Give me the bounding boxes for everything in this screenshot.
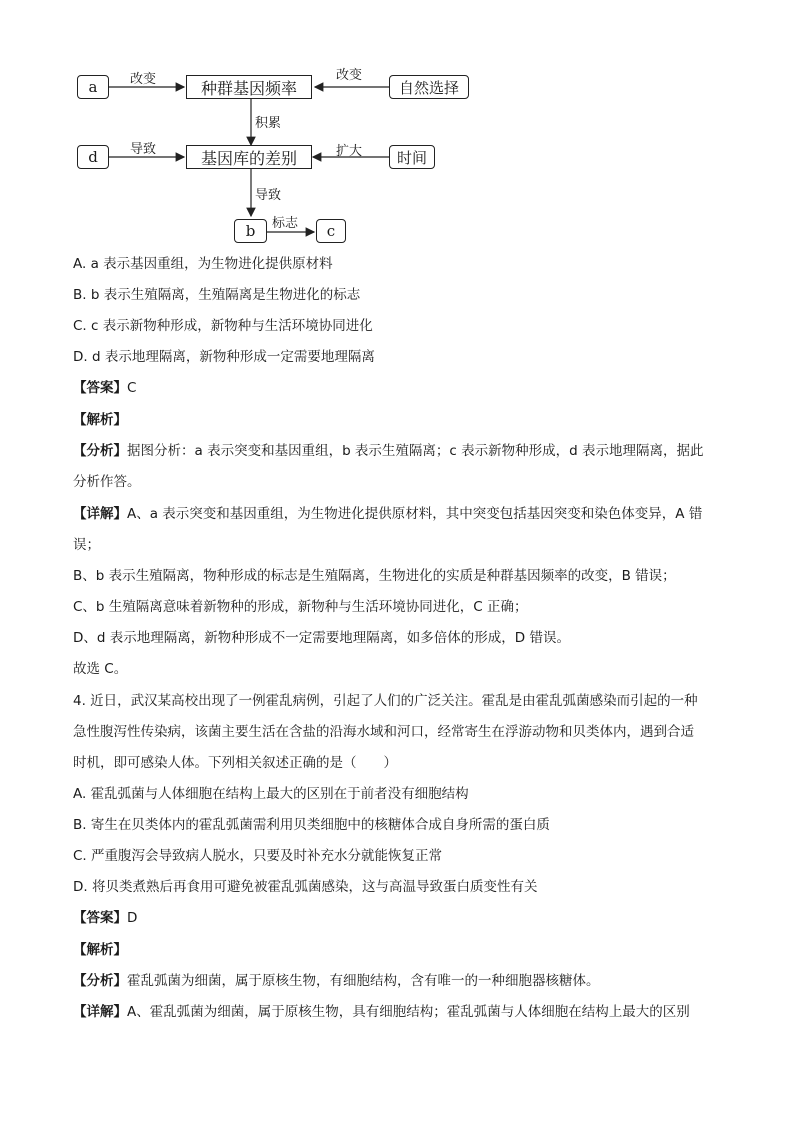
q3-xiangjie-line-1 xyxy=(73,504,702,524)
edge-label-a-freq: 改变 xyxy=(130,72,157,87)
q3-fenxi-line-1 xyxy=(73,441,704,461)
q3-answer-tag: 【答案】 xyxy=(73,380,127,396)
q4-stem-line-2: 急性腹泻性传染病，该菌主要生活在含盐的沿海水域和河口，经常寄生在浮游动物和贝类体内，遇到合适 xyxy=(73,724,694,740)
diagram-arrows xyxy=(0,0,794,260)
node-d: d xyxy=(77,145,109,169)
edge-label-d-pool: 导致 xyxy=(130,142,157,157)
q4-answer-tag: 【答案】 xyxy=(73,910,127,926)
q3-fenxi-tag: 【分析】 xyxy=(73,443,127,459)
node-natural-selection: 自然选择 xyxy=(389,75,469,99)
q3-explain-c: C、b 生殖隔离意味着新物种的形成，新物种与生活环境协同进化，C 正确； xyxy=(73,599,528,615)
q3-option-a: A. a 表示基因重组，为生物进化提供原材料 xyxy=(73,256,333,272)
q4-analysis-tag: 【解析】 xyxy=(73,942,127,958)
evolution-diagram xyxy=(0,0,794,260)
q4-option-d: D. 将贝类煮熟后再食用可避免被霍乱弧菌感染，这与高温导致蛋白质变性有关 xyxy=(73,879,538,895)
q3-option-d: D. d 表示地理隔离，新物种形成一定需要地理隔离 xyxy=(73,349,375,365)
q3-fenxi-text-1: 据图分析：a 表示突变和基因重组，b 表示生殖隔离；c 表示新物种形成，d 表示地理隔离，据此 xyxy=(127,443,704,459)
q3-option-b: B. b 表示生殖隔离，生殖隔离是生物进化的标志 xyxy=(73,287,361,303)
q3-answer xyxy=(73,378,136,398)
edge-label-expand: 扩大 xyxy=(336,144,363,159)
node-a: a xyxy=(77,75,109,99)
edge-label-natural-freq: 改变 xyxy=(336,68,363,83)
q3-explain-b: B、b 表示生殖隔离，物种形成的标志是生殖隔离，生物进化的实质是种群基因频率的改变，B 错误； xyxy=(73,568,676,584)
q4-stem-line-1: 4. 近日，武汉某高校出现了一例霍乱病例，引起了人们的广泛关注。霍乱是由霍乱弧菌感染而引起的一种 xyxy=(73,693,698,709)
q3-xiangjie-text-1: A、a 表示突变和基因重组，为生物进化提供原材料，其中突变包括基因突变和染色体变异，A 错 xyxy=(127,506,703,522)
q4-xiangjie-line-1 xyxy=(73,1002,690,1022)
q3-fenxi-line-2: 分析作答。 xyxy=(73,474,141,490)
q3-conclusion: 故选 C。 xyxy=(73,661,128,677)
node-c: c xyxy=(316,219,346,243)
q3-xiangjie-line-2: 误； xyxy=(73,537,100,553)
q4-stem-line-3: 时机，即可感染人体。下列相关叙述正确的是（ ） xyxy=(73,755,397,771)
edge-label-pool-b: 导致 xyxy=(255,188,282,203)
q3-option-c: C. c 表示新物种形成，新物种与生活环境协同进化 xyxy=(73,318,373,334)
node-time: 时间 xyxy=(389,145,435,169)
q3-explain-d: D、d 表示地理隔离，新物种形成不一定需要地理隔离，如多倍体的形成，D 错误。 xyxy=(73,630,570,646)
q4-xiangjie-text-1: A、霍乱弧菌为细菌，属于原核生物，具有细胞结构；霍乱弧菌与人体细胞在结构上最大的区别 xyxy=(127,1004,690,1020)
q4-xiangjie-tag: 【详解】 xyxy=(73,1004,127,1020)
edge-label-accumulate: 积累 xyxy=(255,116,282,131)
q4-fenxi-tag: 【分析】 xyxy=(73,973,127,989)
node-gene-pool-difference: 基因库的差别 xyxy=(186,145,312,169)
node-b: b xyxy=(234,219,267,243)
q4-option-b: B. 寄生在贝类体内的霍乱弧菌需利用贝类细胞中的核糖体合成自身所需的蛋白质 xyxy=(73,817,550,833)
q4-option-a: A. 霍乱弧菌与人体细胞在结构上最大的区别在于前者没有细胞结构 xyxy=(73,786,469,802)
q4-option-c: C. 严重腹泻会导致病人脱水，只要及时补充水分就能恢复正常 xyxy=(73,848,443,864)
q4-fenxi-text: 霍乱弧菌为细菌，属于原核生物，有细胞结构，含有唯一的一种细胞器核糖体。 xyxy=(127,973,600,989)
q3-xiangjie-tag: 【详解】 xyxy=(73,506,127,522)
edge-label-marker: 标志 xyxy=(272,216,299,231)
q4-answer xyxy=(73,908,137,928)
q4-fenxi-line xyxy=(73,971,600,991)
q3-answer-value: C xyxy=(127,380,137,396)
node-gene-frequency: 种群基因频率 xyxy=(186,75,312,99)
q4-answer-value: D xyxy=(127,910,138,926)
q3-analysis-tag: 【解析】 xyxy=(73,412,127,428)
